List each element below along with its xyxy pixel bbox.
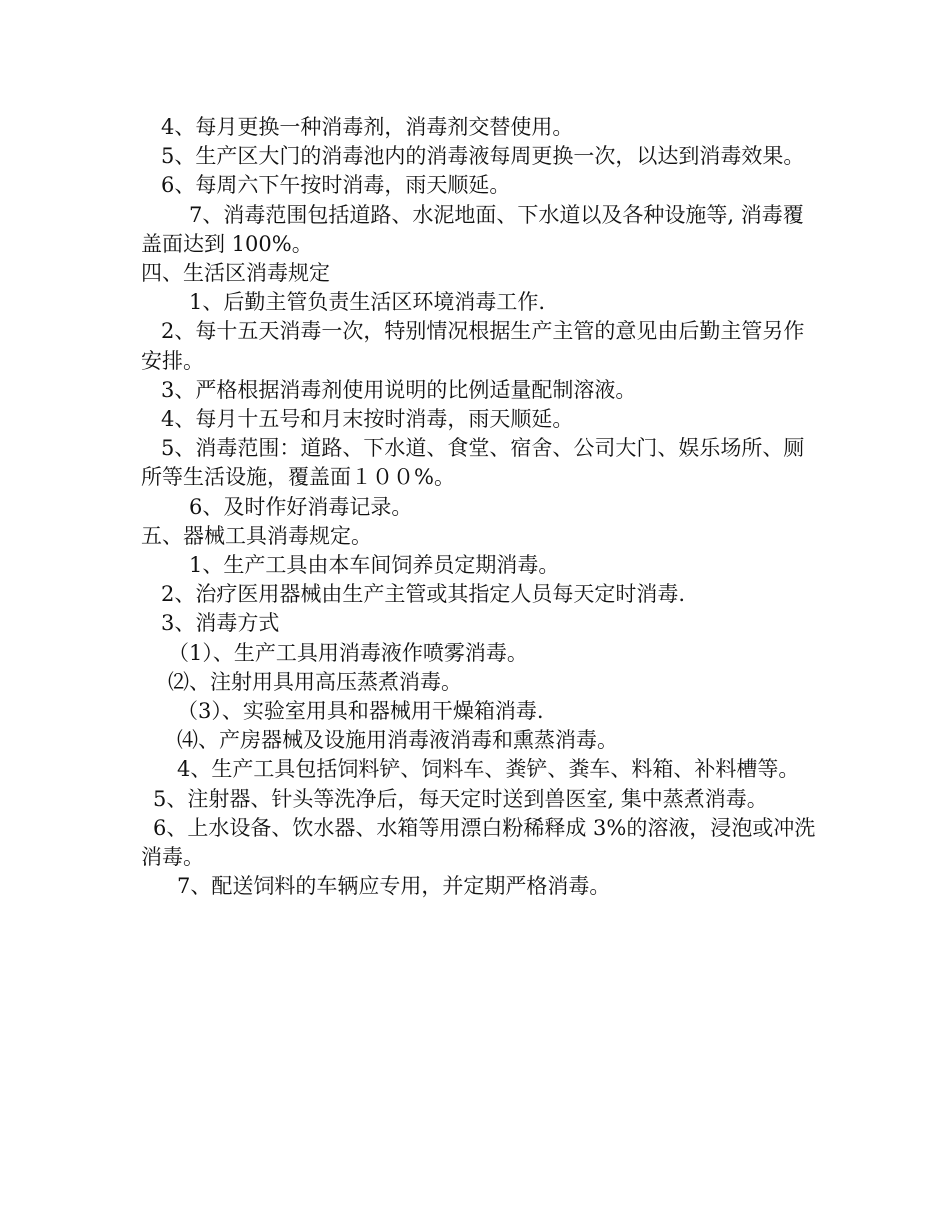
paragraph: （3）、实验室用具和器械用干燥箱消毒. [177, 699, 544, 724]
paragraph: （1）、生产工具用消毒液作喷雾消毒。 [168, 640, 528, 665]
paragraph: 4、每月十五号和月末按时消毒，雨天顺延。 [161, 407, 574, 432]
paragraph: 3、严格根据消毒剂使用说明的比例适量配制溶液。 [161, 377, 637, 402]
paragraph: 7、消毒范围包括道路、水泥地面、下水道以及各种设施等, 消毒覆盖面达到 100%。 [141, 202, 804, 256]
document-body [141, 113, 816, 901]
paragraph: 5、注射器、针头等洗净后，每天定时送到兽医室, 集中蒸煮消毒。 [153, 786, 768, 811]
paragraph: 5、生产区大门的消毒池内的消毒液每周更换一次，以达到消毒效果。 [161, 144, 805, 169]
section-heading: 四、生活区消毒规定 [141, 261, 330, 286]
paragraph: ⑵、注射用具用高压蒸煮消毒。 [168, 669, 462, 694]
paragraph: 1、生产工具由本车间饲养员定期消毒。 [189, 553, 560, 578]
paragraph: 6、及时作好消毒记录。 [189, 494, 413, 519]
paragraph: 4、每月更换一种消毒剂，消毒剂交替使用。 [161, 115, 574, 139]
paragraph: 6、每周六下午按时消毒，雨天顺延。 [161, 173, 511, 198]
paragraph: ⑷、产房器械及设施用消毒液消毒和熏蒸消毒。 [177, 728, 618, 753]
paragraph: 7、配送饲料的车辆应专用，并定期严格消毒。 [177, 874, 611, 899]
paragraph: 2、治疗医用器械由生产主管或其指定人员每天定时消毒. [161, 582, 686, 607]
paragraph: 1、后勤主管负责生活区环境消毒工作. [189, 290, 546, 315]
paragraph: 2、每十五天消毒一次，特别情况根据生产主管的意见由后勤主管另作安排。 [141, 319, 805, 373]
paragraph: 3、消毒方式 [161, 611, 280, 636]
paragraph: 4、生产工具包括饲料铲、饲料车、粪铲、粪车、料箱、补料槽等。 [177, 757, 800, 782]
section-heading: 五、器械工具消毒规定。 [141, 523, 372, 548]
paragraph: 6、上水设备、饮水器、水箱等用漂白粉稀释成 3%的溶液，浸泡或冲洗消毒。 [141, 815, 816, 870]
paragraph: 5、消毒范围：道路、下水道、食堂、宿舍、公司大门、娱乐场所、厕所等生活设施，覆盖面１００%。 [141, 436, 805, 490]
